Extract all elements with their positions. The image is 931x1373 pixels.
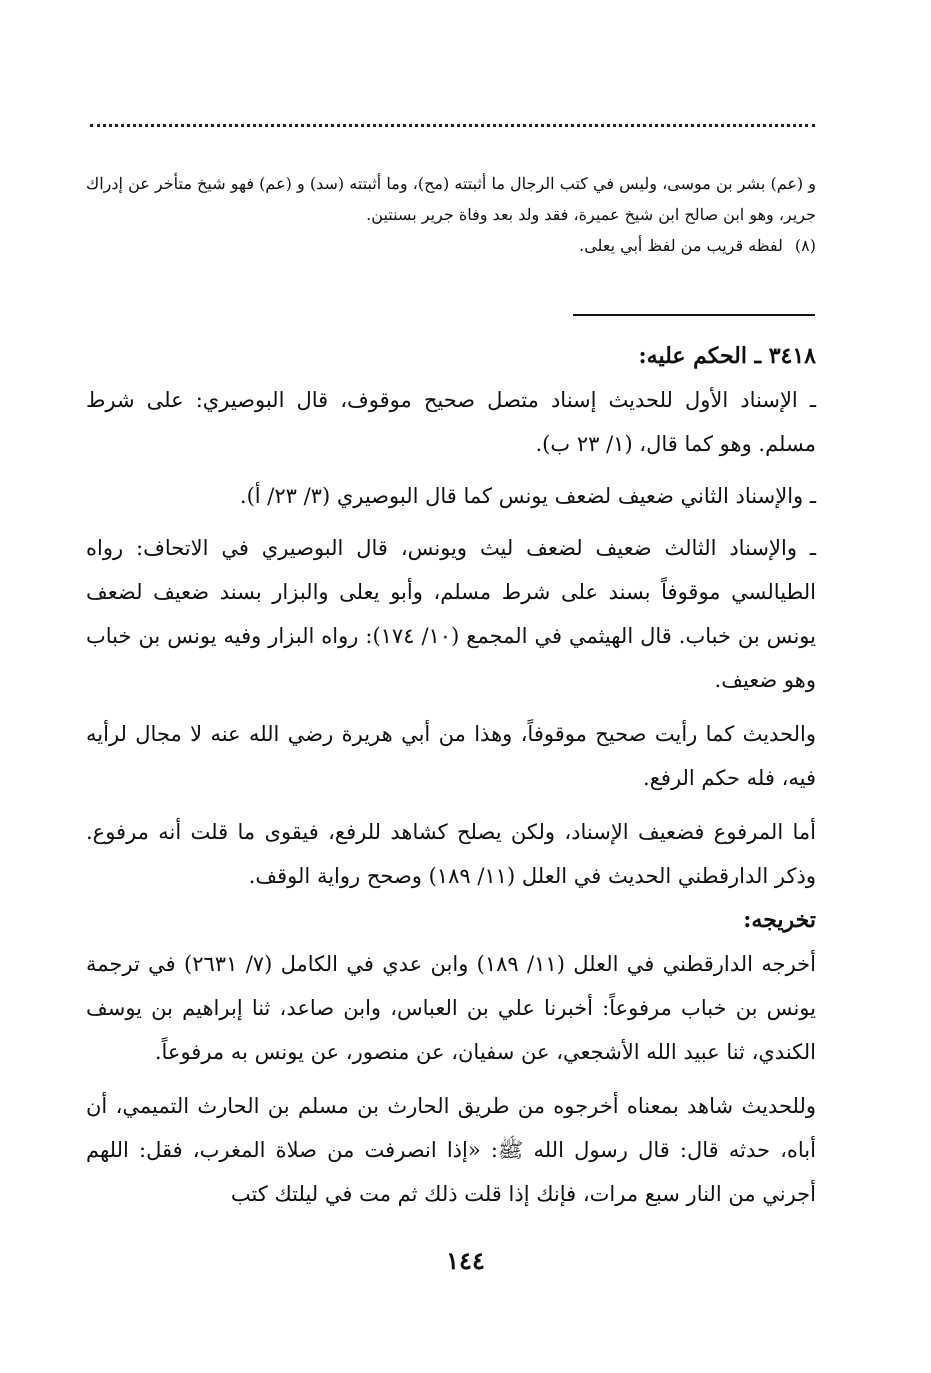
footnotes — [86, 168, 816, 261]
footnote-rule — [573, 314, 815, 316]
paragraph-3: ـ والإسناد الثالث ضعيف لضعف ليث ويونس، قال البوصيري في الاتحاف: رواه الطيالسي موقوفاً بسند على شرط مسلم، وأبو يعلى والبزار بسند ضعيف لضعف يونس بن خباب. قال الهيثمي في المجمع (١٠/ ١٧٤): رواه البزار وفيه يونس بن خباب وهو ضعيف. — [86, 536, 816, 692]
dotted-separator — [90, 124, 815, 127]
footnote-8-text: لفظه قريب من لفظ أبي يعلى. — [579, 236, 783, 255]
paragraph-4: والحديث كما رأيت صحيح موقوفاً، وهذا من أبي هريرة رضي الله عنه لا مجال لرأيه فيه، فله حكم الرفع. — [86, 722, 816, 790]
paragraph-5: أما المرفوع فضعيف الإسناد، ولكن يصلح كشاهد للرفع، فيقوى ما قلت أنه مرفوع. وذكر الدارقطني الحديث في العلل (١١/ ١٨٩) وصحح رواية الوقف. — [86, 820, 816, 888]
section-heading: ٣٤١٨ ـ الحكم عليه: — [638, 343, 816, 369]
paragraph-6: أخرجه الدارقطني في العلل (١١/ ١٨٩) وابن عدي في الكامل (٧/ ٢٦٣١) في ترجمة يونس بن خباب مرفوعاً: أخبرنا علي بن العباس، وابن صاعد، ثنا إبراهيم بن يوسف الكندي، ثنا عبيد الله الأشجعي، عن سفيان، عن منصور، عن يونس به مرفوعاً. — [86, 952, 816, 1064]
paragraph-1: ـ الإسناد الأول للحديث إسناد متصل صحيح موقوف، قال البوصيري: على شرط مسلم. وهو كما قال، (١/ ٢٣ ب). — [86, 388, 816, 456]
footnote-continuation: و (عم) بشر بن موسى، وليس في كتب الرجال ما أثبتته (مح)، وما أثبتته (سد) و (عم) فهو شيخ متأخر عن إدراك جرير، وهو ابن صالح ابن شيخ عميرة، فقد ولد بعد وفاة جرير بسنتين. — [86, 174, 816, 224]
page-number: ١٤٤ — [446, 1246, 485, 1275]
paragraph-2: ـ والإسناد الثاني ضعيف لضعف يونس كما قال البوصيري (٣/ ٢٣/ أ). — [239, 484, 816, 508]
footnote-8-number: (٨) — [794, 236, 816, 255]
footnote-8 — [86, 230, 816, 261]
paragraph-7: وللحديث شاهد بمعناه أخرجوه من طريق الحارث بن مسلم بن الحارث التميمي، أن أباه، حدثه قال: قال رسول الله ﷺ: «إذا انصرفت من صلاة المغرب، فقل: اللهم أجرني من النار سبع مرات، فإنك إذا قلت ذلك ثم مت في ليلتك كتب — [86, 1094, 816, 1206]
takhrij-heading: تخريجه: — [743, 907, 816, 933]
main-text — [86, 334, 816, 1216]
